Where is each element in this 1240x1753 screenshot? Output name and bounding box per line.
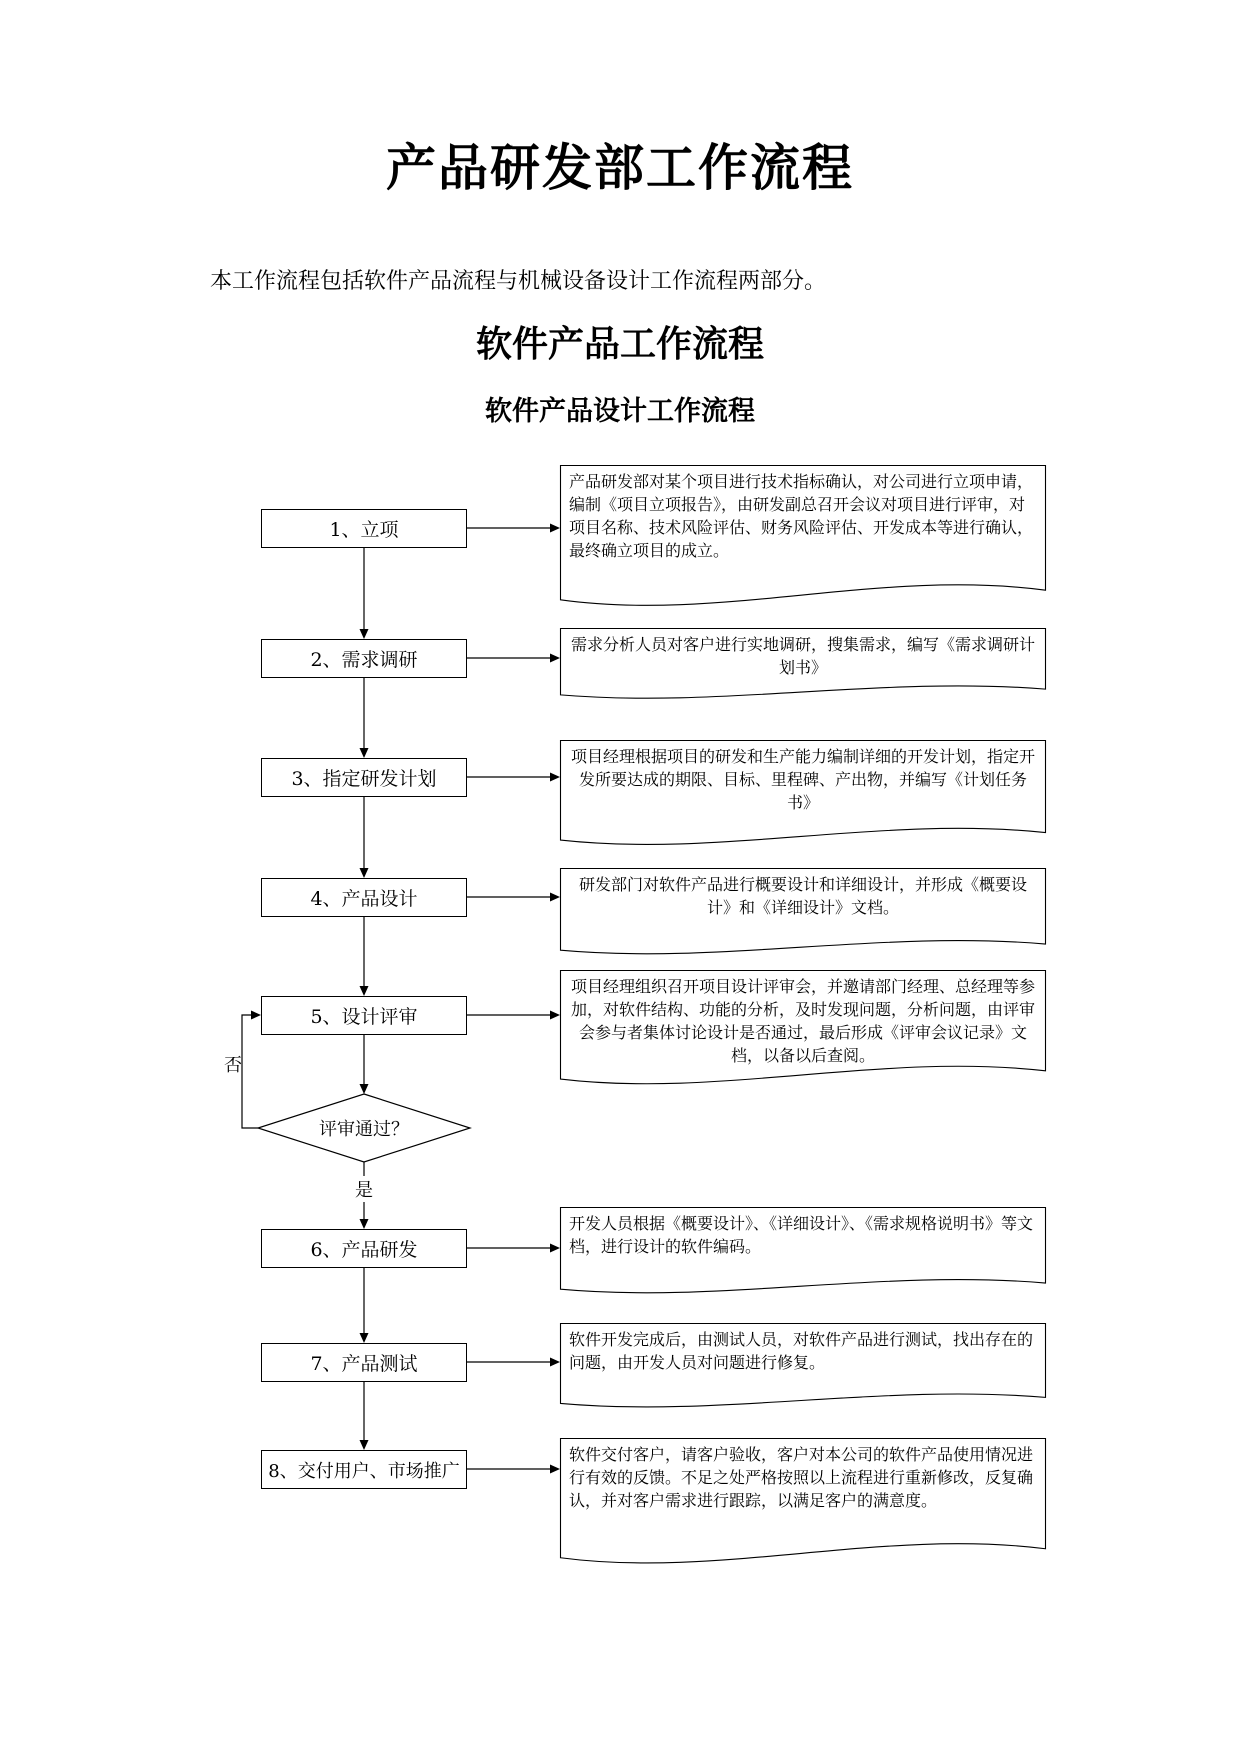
subsection-heading: 软件产品设计工作流程 xyxy=(485,396,755,427)
flow-step-3-label: 3、指定研发计划 xyxy=(291,768,437,790)
note-text-step-3: 项目经理根据项目的研发和生产能力编制详细的开发计划，指定开发所要达成的期限、目标、里程碑、产出物，并编写《计划任务书》 xyxy=(570,747,1035,812)
note-text-step-2: 需求分析人员对客户进行实地调研，搜集需求，编写《需求调研计划书》 xyxy=(570,635,1035,677)
flow-step-5-label: 5、设计评审 xyxy=(310,1006,418,1028)
note-text-step-8: 软件交付客户，请客户验收，客户对本公司的软件产品使用情况进行有效的反馈。不足之处严格按照以上流程进行重新修改，反复确认，并对客户需求进行跟踪，以满足客户的满意度。 xyxy=(569,1445,1034,1510)
section-heading: 软件产品工作流程 xyxy=(475,323,764,365)
flow-step-4-box xyxy=(261,878,467,917)
note-text-step-5: 项目经理组织召开项目设计评审会，并邀请部门经理、总经理等参加，对软件结构、功能的分析，及时发现问题，分析问题，由评审会参与者集体讨论设计是否通过，最后形成《评审会议记录》文档，以备以后查阅。 xyxy=(570,977,1035,1065)
flow-step-3-box xyxy=(261,758,467,797)
flow-step-1-box xyxy=(261,509,467,548)
note-shape-step-2 xyxy=(560,628,1046,704)
flow-step-6-label: 6、产品研发 xyxy=(310,1239,418,1261)
flow-step-1-label: 1、立项 xyxy=(329,519,399,541)
decision-yes-label: 是 xyxy=(353,1176,375,1202)
note-text-step-4: 研发部门对软件产品进行概要设计和详细设计，并形成《概要设计》和《详细设计》文档。 xyxy=(578,875,1027,917)
flow-step-2-label: 2、需求调研 xyxy=(310,649,418,671)
note-shape-step-8 xyxy=(560,1438,1046,1572)
note-shape-step-3 xyxy=(560,740,1046,852)
note-text-step-6: 开发人员根据《概要设计》、《详细设计》、《需求规格说明书》等文档，进行设计的软件编码。 xyxy=(569,1214,1034,1256)
note-arrows xyxy=(467,524,560,1474)
note-text-step-1: 产品研发部对某个项目进行技术指标确认，对公司进行立项申请，编制《项目立项报告》，由研发副总召开会议对项目进行评审，对项目名称、技术风险评估、财务风险评估、开发成本等进行确认，最终确立项目的成立。 xyxy=(569,472,1034,560)
decision-no-label: 否 xyxy=(224,1055,242,1076)
note-shape-step-5 xyxy=(560,970,1046,1092)
page-title: 产品研发部工作流程 xyxy=(386,138,854,197)
flow-step-6-box xyxy=(261,1229,467,1268)
flow-step-7-box xyxy=(261,1343,467,1382)
note-shape-step-6 xyxy=(560,1207,1046,1299)
flow-step-5-box xyxy=(261,996,467,1035)
flow-step-7-label: 7、产品测试 xyxy=(310,1353,418,1375)
flow-step-8-label: 8、交付用户、市场推广 xyxy=(268,1460,460,1482)
intro-paragraph: 本工作流程包括软件产品流程与机械设备设计工作流程两部分。 xyxy=(210,269,827,294)
note-shape-step-7 xyxy=(560,1323,1046,1413)
flow-step-8-box xyxy=(261,1450,467,1489)
flow-step-4-label: 4、产品设计 xyxy=(310,888,418,910)
note-shape-step-4 xyxy=(560,868,1046,960)
note-shape-step-1 xyxy=(560,465,1046,615)
decision-label: 评审通过？ xyxy=(319,1119,409,1140)
flow-step-2-box xyxy=(261,639,467,678)
note-text-step-7: 软件开发完成后，由测试人员，对软件产品进行测试，找出存在的问题，由开发人员对问题进行修复。 xyxy=(569,1330,1034,1372)
